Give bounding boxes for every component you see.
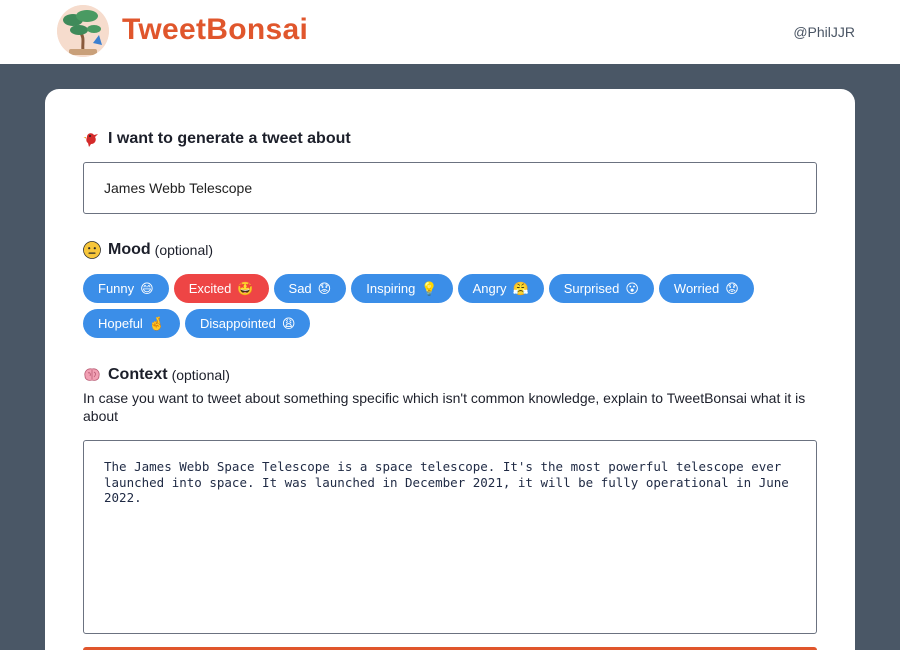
mood-chip-hopeful[interactable] xyxy=(83,309,180,338)
light-bulb-icon: 💡 xyxy=(421,280,438,296)
chip-label: Inspiring xyxy=(366,281,416,296)
context-optional-text: (optional) xyxy=(171,367,230,383)
bird-icon xyxy=(83,130,101,148)
mood-chip-disappointed[interactable] xyxy=(185,309,310,338)
mood-label-text: Mood xyxy=(108,241,151,258)
bonsai-logo-icon[interactable] xyxy=(57,5,109,57)
weary-face-icon: 😩 xyxy=(281,315,296,331)
grinning-face-icon: 😄 xyxy=(140,280,154,296)
mood-chip-worried[interactable] xyxy=(659,274,754,303)
chip-label: Angry xyxy=(472,281,507,296)
brain-icon xyxy=(83,366,101,384)
form-card xyxy=(45,89,855,650)
top-bar xyxy=(0,0,900,64)
mood-chip-funny[interactable] xyxy=(83,274,169,303)
context-textarea[interactable] xyxy=(83,440,817,634)
angry-face-icon: 😤 xyxy=(512,280,529,296)
star-struck-icon: 🤩 xyxy=(237,280,254,296)
mood-chip-group xyxy=(83,274,823,338)
topic-label-text: I want to generate a tweet about xyxy=(108,130,351,147)
chip-label: Excited xyxy=(188,281,232,296)
context-label xyxy=(83,366,230,384)
surprised-face-icon: 😮 xyxy=(625,280,639,296)
worried-face-icon: 😟 xyxy=(725,280,739,296)
chip-label: Worried xyxy=(673,281,720,296)
context-label-text: Context xyxy=(108,366,168,383)
mood-chip-surprised[interactable] xyxy=(549,274,654,303)
neutral-face-icon xyxy=(83,241,101,259)
topic-input[interactable] xyxy=(83,162,817,214)
mood-chip-excited[interactable] xyxy=(174,274,269,303)
chip-label: Hopeful xyxy=(98,316,143,331)
mood-label xyxy=(83,241,213,259)
brand-title[interactable]: TweetBonsai xyxy=(122,13,309,46)
author-handle-link[interactable]: @PhilJJR xyxy=(793,24,855,40)
chip-label: Sad xyxy=(288,281,312,296)
mood-chip-angry[interactable] xyxy=(458,274,544,303)
mood-optional-text: (optional) xyxy=(154,242,214,258)
chip-label: Funny xyxy=(98,281,135,296)
mood-chip-inspiring[interactable] xyxy=(351,274,452,303)
chip-label: Disappointed xyxy=(200,316,276,331)
context-help-text: In case you want to tweet about something specific which isn't common knowledge, explain to TweetBonsai what it is about xyxy=(83,390,806,424)
chip-label: Surprised xyxy=(563,281,620,296)
sad-face-icon: 😟 xyxy=(317,280,332,296)
topic-label xyxy=(83,130,351,148)
mood-chip-sad[interactable] xyxy=(274,274,347,303)
crossed-fingers-icon: 🤞 xyxy=(148,315,165,331)
